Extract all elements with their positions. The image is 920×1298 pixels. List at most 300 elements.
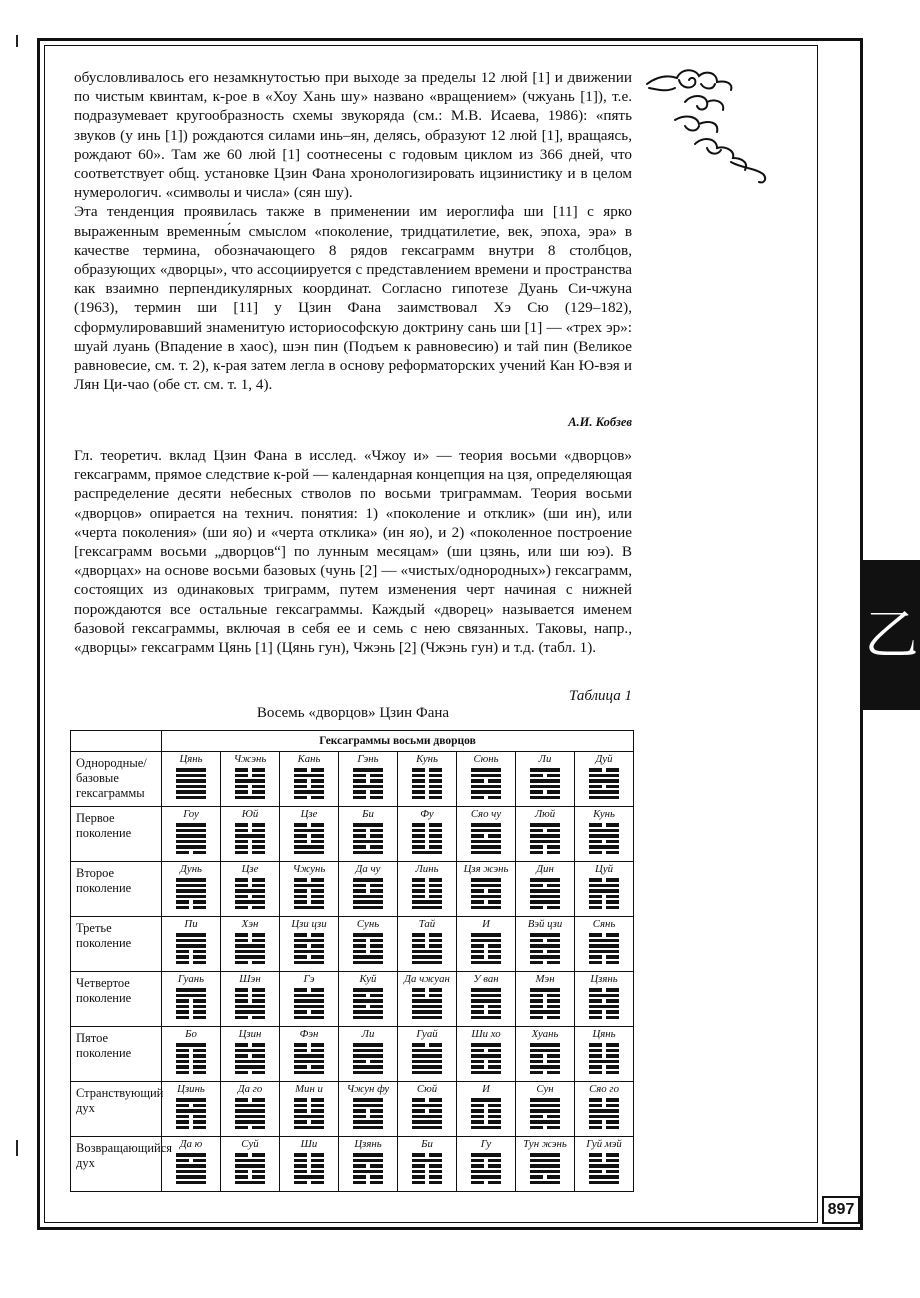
yin-line <box>530 950 560 954</box>
yin-line <box>530 829 560 833</box>
hexagram-icon <box>176 988 206 1019</box>
hexagram-cell <box>280 1027 339 1082</box>
yin-line <box>471 1159 501 1163</box>
hexagram-icon <box>294 878 324 909</box>
hexagram-name: Кунь <box>416 753 438 765</box>
hexagram-cell <box>575 917 634 972</box>
hexagram-name: Люй <box>534 808 556 820</box>
hexagram-icon <box>176 878 206 909</box>
hexagram-cell <box>221 862 280 917</box>
yin-line <box>471 1060 501 1064</box>
yin-line <box>176 1126 206 1130</box>
yang-line <box>176 829 206 833</box>
yin-line <box>412 779 442 783</box>
yang-line <box>353 999 383 1003</box>
yin-line <box>530 1115 560 1119</box>
yang-line <box>353 1120 383 1124</box>
yin-line <box>235 829 265 833</box>
yang-line <box>235 1010 265 1014</box>
yin-line <box>235 1016 265 1020</box>
hexagram-cell <box>516 972 575 1027</box>
yang-line <box>530 1164 560 1168</box>
yang-line <box>294 1175 324 1179</box>
yin-line <box>353 1005 383 1009</box>
hexagram-cell <box>516 1027 575 1082</box>
yin-line <box>471 1104 501 1108</box>
hexagram-name: Гу <box>480 1138 492 1150</box>
hexagram-cell <box>516 752 575 807</box>
yin-line <box>589 933 619 937</box>
yang-line <box>530 785 560 789</box>
hexagram-name: Сунь <box>356 918 380 930</box>
hexagram-name: Цзянь <box>590 973 618 985</box>
yang-line <box>176 768 206 772</box>
hexagram-icon <box>530 1153 560 1184</box>
yang-line <box>412 961 442 965</box>
yang-line <box>294 1071 324 1075</box>
yang-line <box>471 851 501 855</box>
yin-line <box>412 796 442 800</box>
hexagram-icon <box>471 1153 501 1184</box>
yin-line <box>530 1060 560 1064</box>
yang-line <box>235 1060 265 1064</box>
yin-line <box>176 1010 206 1014</box>
yin-line <box>353 889 383 893</box>
hexagram-cell <box>339 1027 398 1082</box>
yang-line <box>176 845 206 849</box>
yang-line <box>412 900 442 904</box>
yang-line <box>412 1005 442 1009</box>
hexagram-icon <box>294 768 324 799</box>
table-row <box>71 1137 634 1192</box>
article-paragraph-1: обусловливалось его незамкнутостью при выходе за пределы 12 люй [1] и движении по чистым квинтам, к-рое в «Хоу Хань шу» названо «вращением» (чжуань [1]), т.е. подразумевает кругообразность схемы звукоряда (см.: М.В. Исаева, 1986): «пять звуков (у инь [1]) рождаются силами инь–ян, делясь, образуют 12 люй [1], вращаясь, рождают 60». Там же 60 люй [1] соотнесены с годовым циклом из 366 дней, что соответствует общ. установке Цзин Фана хронологизировать ицзинистику и в целом нумерологич. «символы и числа» (сян шу). <box>74 69 632 202</box>
yang-line <box>353 1170 383 1174</box>
yang-line <box>235 900 265 904</box>
hexagram-icon <box>353 878 383 909</box>
yang-line <box>471 1054 501 1058</box>
yin-line <box>235 906 265 910</box>
yang-line <box>294 1005 324 1009</box>
yin-line <box>294 1153 324 1157</box>
yin-line <box>294 944 324 948</box>
hexagram-icon <box>235 1153 265 1184</box>
hexagram-name: Дунь <box>180 863 202 875</box>
hexagram-icon <box>353 933 383 964</box>
hexagram-icon <box>294 933 324 964</box>
yang-line <box>235 1049 265 1053</box>
yang-line <box>471 1071 501 1075</box>
hexagram-table <box>70 730 634 1192</box>
hexagram-cell <box>280 1137 339 1192</box>
hexagram-name: Ши хо <box>471 1028 501 1040</box>
yang-line <box>530 878 560 882</box>
table-header-row <box>71 731 634 752</box>
yang-line <box>530 944 560 948</box>
hexagram-name: Хуань <box>531 1028 559 1040</box>
hexagram-name: Би <box>421 1138 433 1150</box>
yang-line <box>471 785 501 789</box>
yang-line <box>353 785 383 789</box>
yin-line <box>471 1115 501 1119</box>
yang-line <box>412 1010 442 1014</box>
hexagram-name: У ван <box>473 973 499 985</box>
hexagram-cell <box>575 1027 634 1082</box>
hexagram-icon <box>412 988 442 1019</box>
yang-line <box>235 1109 265 1113</box>
hexagram-name: Сун <box>536 1083 554 1095</box>
yin-line <box>176 1060 206 1064</box>
hexagram-icon <box>530 1043 560 1074</box>
yin-line <box>235 933 265 937</box>
yin-line <box>412 823 442 827</box>
yin-line <box>353 1109 383 1113</box>
yin-line <box>294 1049 324 1053</box>
hexagram-name: Тай <box>418 918 436 930</box>
hexagram-name: Суй <box>241 1138 259 1150</box>
yin-line <box>235 999 265 1003</box>
yin-line <box>530 851 560 855</box>
yang-line <box>471 790 501 794</box>
yang-line <box>353 1098 383 1102</box>
yang-line <box>471 988 501 992</box>
yin-line <box>294 1159 324 1163</box>
yin-line <box>294 933 324 937</box>
hexagram-name: Кунь <box>593 808 615 820</box>
hexagram-cell <box>221 807 280 862</box>
yang-line <box>471 1098 501 1102</box>
yang-line <box>530 823 560 827</box>
yang-line <box>530 834 560 838</box>
yin-line <box>235 884 265 888</box>
yin-line <box>412 829 442 833</box>
hexagram-cell <box>280 752 339 807</box>
hexagram-cell <box>457 917 516 972</box>
yang-line <box>294 1126 324 1130</box>
yang-line <box>176 994 206 998</box>
yang-line <box>412 950 442 954</box>
yin-line <box>471 1065 501 1069</box>
hexagram-icon <box>589 1043 619 1074</box>
hexagram-icon <box>589 878 619 909</box>
yin-line <box>294 1109 324 1113</box>
yin-line <box>589 785 619 789</box>
hexagram-name: Гэнь <box>357 753 379 765</box>
yang-line <box>589 834 619 838</box>
yin-line <box>353 774 383 778</box>
yang-line <box>235 955 265 959</box>
yin-line <box>294 1010 324 1014</box>
yang-line <box>353 823 383 827</box>
hexagram-icon <box>235 878 265 909</box>
yin-line <box>235 790 265 794</box>
hexagram-icon <box>235 1043 265 1074</box>
yang-line <box>353 955 383 959</box>
table-row <box>71 752 634 807</box>
hexagram-icon <box>530 823 560 854</box>
hexagram-icon <box>589 933 619 964</box>
yin-line <box>589 906 619 910</box>
yang-line <box>412 1120 442 1124</box>
yang-line <box>471 840 501 844</box>
yin-line <box>412 1043 442 1047</box>
yang-line <box>589 950 619 954</box>
yin-line <box>471 1049 501 1053</box>
yang-line <box>294 884 324 888</box>
yang-line <box>530 1181 560 1185</box>
yang-line <box>353 906 383 910</box>
yin-line <box>235 840 265 844</box>
hexagram-cell <box>221 917 280 972</box>
hexagram-cell <box>339 1082 398 1137</box>
yang-line <box>412 906 442 910</box>
hexagram-name: Цзе <box>300 808 318 820</box>
hexagram-cell <box>457 807 516 862</box>
yin-line <box>412 884 442 888</box>
yin-line <box>412 994 442 998</box>
yin-line <box>412 774 442 778</box>
hexagram-name: Цуй <box>595 863 614 875</box>
main-text <box>74 446 632 657</box>
hexagram-cell <box>398 752 457 807</box>
yin-line <box>589 1153 619 1157</box>
hexagram-name: Линь <box>415 863 439 875</box>
hexagram-name: Бо <box>185 1028 197 1040</box>
table-row <box>71 862 634 917</box>
hexagram-name: Куй <box>359 973 377 985</box>
yang-line <box>412 1071 442 1075</box>
hexagram-cell <box>575 972 634 1027</box>
yang-line <box>176 889 206 893</box>
yang-line <box>353 1153 383 1157</box>
hexagram-name: Сянь <box>592 918 616 930</box>
hexagram-name: Би <box>362 808 374 820</box>
yang-line <box>294 845 324 849</box>
yang-line <box>353 1016 383 1020</box>
hexagram-cell <box>339 807 398 862</box>
yin-line <box>294 1181 324 1185</box>
yin-line <box>294 834 324 838</box>
hexagram-cell <box>398 862 457 917</box>
hexagram-cell <box>162 1027 221 1082</box>
hexagram-name: И <box>482 918 490 930</box>
yin-line <box>294 988 324 992</box>
yang-line <box>176 785 206 789</box>
yang-line <box>294 994 324 998</box>
yin-line <box>353 834 383 838</box>
hexagram-name: И <box>482 1083 490 1095</box>
row-label: Однородные/ базовые гексаграммы <box>71 752 162 807</box>
table-group-header: Гексаграммы восьми дворцов <box>162 731 634 752</box>
yang-line <box>294 774 324 778</box>
hexagram-icon <box>471 988 501 1019</box>
yin-line <box>589 851 619 855</box>
yang-line <box>589 845 619 849</box>
yin-line <box>471 950 501 954</box>
hexagram-icon <box>176 1153 206 1184</box>
yang-line <box>412 1016 442 1020</box>
yin-line <box>235 845 265 849</box>
hexagram-icon <box>589 1153 619 1184</box>
hexagram-name: Дин <box>536 863 554 875</box>
hexagram-icon <box>412 878 442 909</box>
yin-line <box>235 785 265 789</box>
hexagram-name: Да чу <box>355 863 381 875</box>
hexagram-cell <box>457 972 516 1027</box>
yin-line <box>353 779 383 783</box>
yin-line <box>412 988 442 992</box>
yang-line <box>176 1164 206 1168</box>
yin-line <box>530 999 560 1003</box>
yang-line <box>589 1060 619 1064</box>
hexagram-cell <box>398 807 457 862</box>
yin-line <box>176 950 206 954</box>
yin-line <box>589 1065 619 1069</box>
yin-line <box>235 1153 265 1157</box>
row-label: Пятое поколение <box>71 1027 162 1082</box>
yin-line <box>235 988 265 992</box>
yin-line <box>589 895 619 899</box>
hexagram-icon <box>471 823 501 854</box>
yang-line <box>294 790 324 794</box>
yin-line <box>530 1016 560 1020</box>
hexagram-name: Фу <box>420 808 434 820</box>
hexagram-icon <box>353 988 383 1019</box>
yin-line <box>530 790 560 794</box>
yin-line <box>412 933 442 937</box>
yin-line <box>235 823 265 827</box>
yin-line <box>530 1005 560 1009</box>
hexagram-icon <box>530 878 560 909</box>
yang-line <box>471 933 501 937</box>
yang-line <box>176 823 206 827</box>
article-end <box>74 68 632 394</box>
yin-line <box>589 955 619 959</box>
hexagram-cell <box>280 807 339 862</box>
hexagram-icon <box>294 988 324 1019</box>
hexagram-name: Ли <box>361 1028 375 1040</box>
yang-line <box>471 829 501 833</box>
table-row <box>71 1082 634 1137</box>
hexagram-icon <box>353 823 383 854</box>
yin-line <box>353 790 383 794</box>
yang-line <box>471 994 501 998</box>
hexagram-name: Ши <box>300 1138 318 1150</box>
yang-line <box>412 1065 442 1069</box>
yin-line <box>589 1016 619 1020</box>
hexagram-name: Гэ <box>303 973 315 985</box>
yin-line <box>294 1104 324 1108</box>
hexagram-cell <box>457 1137 516 1192</box>
yang-line <box>530 900 560 904</box>
yang-line <box>530 1109 560 1113</box>
hexagram-cell <box>516 862 575 917</box>
yang-line <box>353 961 383 965</box>
yin-line <box>176 1104 206 1108</box>
hexagram-cell <box>162 1082 221 1137</box>
yang-line <box>294 950 324 954</box>
yin-line <box>353 796 383 800</box>
hexagram-cell <box>398 1082 457 1137</box>
hexagram-name: Цянь <box>592 1028 616 1040</box>
yin-line <box>176 1054 206 1058</box>
hexagram-icon <box>471 933 501 964</box>
yang-line <box>471 1126 501 1130</box>
yang-line <box>471 1170 501 1174</box>
margin-mark-top <box>16 35 18 47</box>
yin-line <box>294 895 324 899</box>
yin-line <box>412 768 442 772</box>
yang-line <box>235 1120 265 1124</box>
hexagram-cell <box>339 862 398 917</box>
yang-line <box>589 774 619 778</box>
yang-line <box>294 999 324 1003</box>
hexagram-icon <box>235 933 265 964</box>
hexagram-cell <box>339 752 398 807</box>
yang-line <box>353 895 383 899</box>
yang-line <box>235 1005 265 1009</box>
hexagram-icon <box>530 768 560 799</box>
yang-line <box>471 768 501 772</box>
yin-line <box>412 889 442 893</box>
yang-line <box>530 1153 560 1157</box>
yang-line <box>530 955 560 959</box>
hexagram-cell <box>221 752 280 807</box>
yin-line <box>294 1170 324 1174</box>
yin-line <box>235 878 265 882</box>
hexagram-cell <box>398 1027 457 1082</box>
yang-line <box>530 840 560 844</box>
hexagram-icon <box>589 768 619 799</box>
yin-line <box>235 1054 265 1058</box>
hexagram-name: Да го <box>237 1083 263 1095</box>
yin-line <box>412 834 442 838</box>
yin-line <box>176 1065 206 1069</box>
yang-line <box>530 1104 560 1108</box>
yin-line <box>235 1098 265 1102</box>
hexagram-name: Цзин <box>238 1028 262 1040</box>
yin-line <box>471 900 501 904</box>
yang-line <box>530 1170 560 1174</box>
yang-line <box>294 1054 324 1058</box>
yin-line <box>294 796 324 800</box>
yang-line <box>353 851 383 855</box>
yang-line <box>353 1049 383 1053</box>
yin-line <box>235 961 265 965</box>
hexagram-icon <box>530 1098 560 1129</box>
yin-line <box>294 785 324 789</box>
yang-line <box>353 1104 383 1108</box>
yin-line <box>294 779 324 783</box>
hexagram-icon <box>294 1098 324 1129</box>
hexagram-cell <box>162 752 221 807</box>
yin-line <box>412 1175 442 1179</box>
yang-line <box>471 906 501 910</box>
yang-line <box>589 1181 619 1185</box>
yin-line <box>412 895 442 899</box>
yang-line <box>530 1049 560 1053</box>
yang-line <box>235 834 265 838</box>
yang-line <box>176 1170 206 1174</box>
yin-line <box>589 823 619 827</box>
yang-line <box>530 768 560 772</box>
yin-line <box>176 1005 206 1009</box>
yin-line <box>294 840 324 844</box>
hexagram-name: Цзе <box>241 863 259 875</box>
yang-line <box>176 796 206 800</box>
yin-line <box>412 785 442 789</box>
hexagram-icon <box>235 1098 265 1129</box>
hexagram-icon <box>176 823 206 854</box>
